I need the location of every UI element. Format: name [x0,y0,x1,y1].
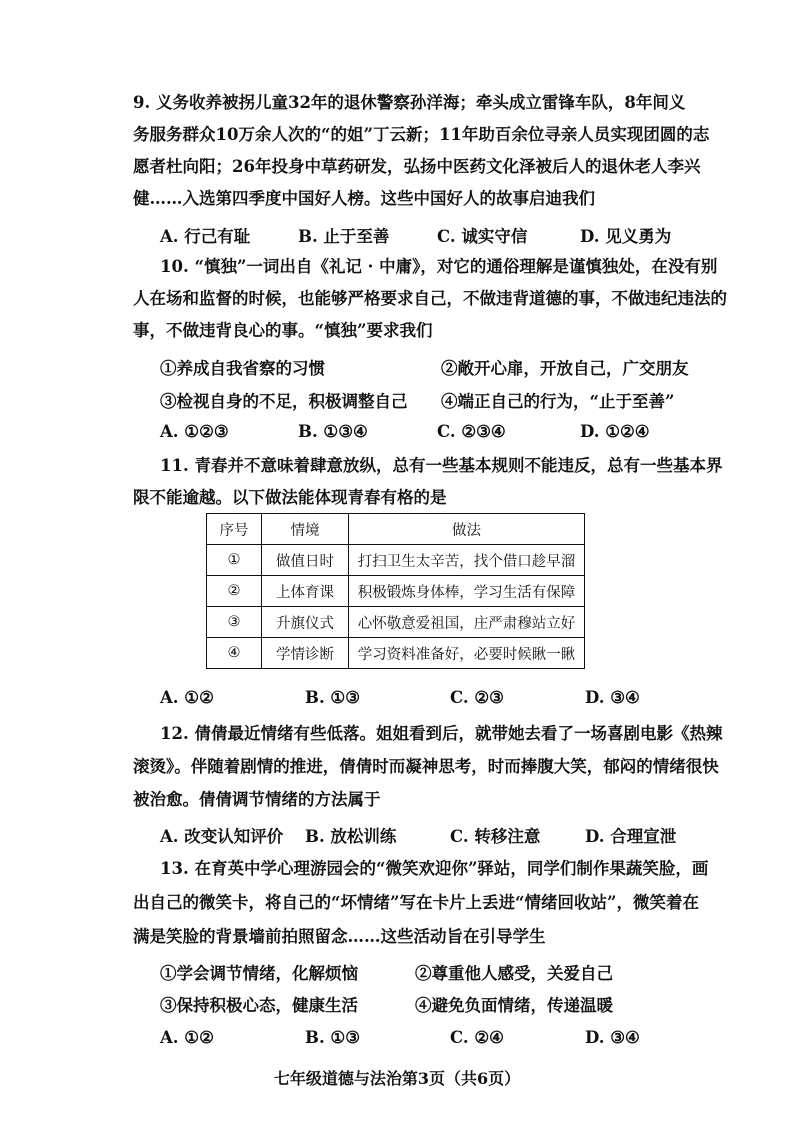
table-cell-situation: 做值日时 [262,545,349,576]
q10-option-b[interactable]: B. ①③④ [298,422,368,441]
q11-option-d[interactable]: D. ③④ [585,688,640,707]
q10-statement-1: ①养成自我省察的习惯 [160,359,325,378]
q11-line-1: 11. 青春并不意味着肆意放纵，总有一些基本规则不能违反，总有一些基本界 [160,456,723,475]
table-header-action: 做法 [349,514,585,545]
page-footer: 七年级道德与法治第3页（共6页） [273,1069,521,1088]
q10-statements-row-1 [0,355,794,379]
table-cell-number: ③ [207,607,262,638]
q13-statement-4: ④避免负面情绪，传递温暖 [415,996,613,1015]
q11-line-2: 限不能逾越。以下做法能体现青春有格的是 [133,488,447,507]
q13-statement-2: ②尊重他人感受，关爱自己 [415,964,613,983]
table-cell-situation: 上体育课 [262,576,349,607]
table-cell-action: 学习资料准备好，必要时候瞅一瞅 [349,638,585,669]
q10-line-3: 事，不做违背良心的事。“慎独”要求我们 [133,321,433,340]
q13-statement-1: ①学会调节情绪，化解烦恼 [160,964,358,983]
table-row [207,607,585,638]
q9-line-1: 9. 义务收养被拐儿童32年的退休警察孙洋海；牵头成立雷锋车队，8年间义 [133,93,686,112]
q10-options [0,422,794,446]
q13-option-d[interactable]: D. ③④ [585,1028,640,1047]
q9-line-3: 愿者杜向阳；26年投身中草药研发，弘扬中医药文化泽被后人的退休老人李兴 [133,157,701,176]
q10-statement-4: ④端正自己的行为，“止于至善” [441,392,675,411]
q11-options [0,688,794,712]
q13-statement-3: ③保持积极心态，健康生活 [160,996,358,1015]
q10-option-a[interactable]: A. ①②③ [160,422,229,441]
table-header-situation: 情境 [262,514,349,545]
q13-options [0,1028,794,1052]
table-cell-situation: 学情诊断 [262,638,349,669]
q9-option-a[interactable]: A. 行己有耻 [160,227,251,246]
q9-line-4: 健……入选第四季度中国好人榜。这些中国好人的故事启迪我们 [133,189,595,208]
q10-line-2: 人在场和监督的时候，也能够严格要求自己，不做违背道德的事，不做违纪违法的 [133,289,727,308]
table-cell-action: 积极锻炼身体棒，学习生活有保障 [349,576,585,607]
q13-option-c[interactable]: C. ②④ [450,1028,504,1047]
q13-line-1: 13. 在育英中学心理游园会的“微笑欢迎你”驿站，同学们制作果蔬笑脸，画 [160,859,709,878]
q11-option-b[interactable]: B. ①③ [305,688,361,707]
table-cell-action: 打扫卫生太辛苦，找个借口趁早溜 [349,545,585,576]
q12-line-1: 12. 倩倩最近情绪有些低落。姐姐看到后，就带她去看了一场喜剧电影《热辣 [160,724,723,743]
table-cell-number: ④ [207,638,262,669]
q9-line-2: 务服务群众10万余人次的“的姐”丁云新；11年助百余位寻亲人员实现团圆的志 [133,125,710,144]
q12-option-c[interactable]: C. 转移注意 [450,827,541,846]
q13-statements-row-2 [0,992,794,1016]
q11-option-c[interactable]: C. ②③ [450,688,504,707]
table-cell-situation: 升旗仪式 [262,607,349,638]
q12-line-3: 被治愈。倩倩调节情绪的方法属于 [133,790,381,809]
q10-option-d[interactable]: D. ①②④ [580,422,650,441]
q10-line-1: 10. “慎独”一词出自《礼记 · 中庸》，对它的通俗理解是谨慎独处，在没有别 [160,257,718,276]
q11-option-a[interactable]: A. ①② [160,688,214,707]
table-cell-number: ① [207,545,262,576]
q9-option-c[interactable]: C. 诚实守信 [437,227,528,246]
q12-option-b[interactable]: B. 放松训练 [305,827,397,846]
table-header-number: 序号 [207,514,262,545]
q13-line-3: 满是笑脸的背景墙前拍照留念……这些活动旨在引导学生 [133,927,546,946]
q9-option-b[interactable]: B. 止于至善 [298,227,390,246]
table-row [207,545,585,576]
q13-option-b[interactable]: B. ①③ [305,1028,361,1047]
q9-options [0,223,794,247]
table-cell-action: 心怀敬意爱祖国，庄严肃穆站立好 [349,607,585,638]
table-header-row [207,514,585,545]
q10-option-c[interactable]: C. ②③④ [437,422,506,441]
q13-option-a[interactable]: A. ①② [160,1028,214,1047]
table-row [207,576,585,607]
q12-options [0,823,794,847]
q10-statement-3: ③检视自身的不足，积极调整自己 [160,392,408,411]
q10-statement-2: ②敞开心扉，开放自己，广交朋友 [441,359,689,378]
q13-statements-row-1 [0,960,794,984]
q13-line-2: 出自己的微笑卡，将自己的“坏情绪”写在卡片上丢进“情绪回收站”，微笑着在 [133,893,699,912]
q9-option-d[interactable]: D. 见义勇为 [580,227,672,246]
table-row [207,638,585,669]
q12-option-d[interactable]: D. 合理宣泄 [585,827,677,846]
table-cell-number: ② [207,576,262,607]
q10-statements-row-2 [0,388,794,412]
q11-scenario-table [206,513,585,669]
q12-line-2: 滚烫》。伴随着剧情的推进，倩倩时而凝神思考，时而捧腹大笑，郁闷的情绪很快 [133,757,719,776]
q12-option-a[interactable]: A. 改变认知评价 [160,827,284,846]
